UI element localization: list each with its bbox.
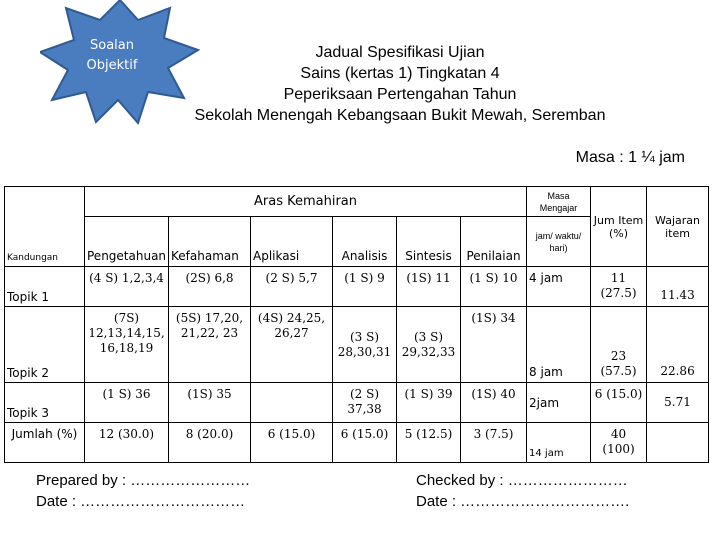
row-cell: (1 S) 9 xyxy=(333,267,397,307)
row-masa: 4 jam xyxy=(527,267,591,307)
row-cell: (1 S) 36 xyxy=(85,383,169,423)
row-cell: (1S) 35 xyxy=(169,383,251,423)
page-title xyxy=(150,42,650,126)
badge-line1: Soalan xyxy=(90,38,134,53)
row-cell: (5S) 17,20, 21,22, 23 xyxy=(169,307,251,383)
checked-by: Checked by : …………………… xyxy=(416,472,628,489)
prepared-by: Prepared by : …………………… xyxy=(36,472,251,489)
row-cell: (2 S) 37,38 xyxy=(333,383,397,423)
row-cell: (3 S) 28,30,31 xyxy=(333,307,397,383)
row-topic: Topik 3 xyxy=(5,383,85,423)
specification-table xyxy=(4,186,709,463)
row-jum: 23 (57.5) xyxy=(591,307,647,383)
row-cell: 12 (30.0) xyxy=(85,423,169,463)
title-line3: Peperiksaan Pertengahan Tahun xyxy=(283,86,517,103)
row-wajaran: 22.86 xyxy=(647,307,709,383)
row-cell: (2 S) 5,7 xyxy=(251,267,333,307)
table-row xyxy=(5,383,709,423)
table-row xyxy=(5,307,709,383)
row-wajaran xyxy=(647,423,709,463)
row-cell xyxy=(251,383,333,423)
badge-line2: Objektif xyxy=(86,58,138,73)
row-topic: Jumlah (%) xyxy=(5,423,85,463)
row-jum: 11 (27.5) xyxy=(591,267,647,307)
duration-label: Masa : 1 ¼ jam xyxy=(575,149,685,166)
row-cell: (1S) 34 xyxy=(461,307,527,383)
row-jum: 40 (100) xyxy=(591,423,647,463)
row-cell: 8 (20.0) xyxy=(169,423,251,463)
row-cell: 6 (15.0) xyxy=(251,423,333,463)
row-cell: (4S) 24,25, 26,27 xyxy=(251,307,333,383)
header-level-sintesis: Sintesis xyxy=(397,217,461,267)
row-cell: (1 S) 39 xyxy=(397,383,461,423)
title-line1: Jadual Spesifikasi Ujian xyxy=(315,44,485,61)
badge-text xyxy=(62,36,162,76)
row-cell: (1S) 11 xyxy=(397,267,461,307)
header-level-pengetahuan: Pengetahuan xyxy=(85,217,169,267)
header-aras: Aras Kemahiran xyxy=(85,187,527,217)
row-cell: (1S) 40 xyxy=(461,383,527,423)
header-wajaran: Wajaran item xyxy=(647,187,709,267)
date-right: Date : ……………………………. xyxy=(416,493,630,510)
row-cell: 6 (15.0) xyxy=(333,423,397,463)
header-level-penilaian: Penilaian xyxy=(461,217,527,267)
header-jam-waktu: jam/ waktu/ hari) xyxy=(527,217,591,267)
footer-left xyxy=(36,470,250,512)
table-row-total xyxy=(5,423,709,463)
row-masa: 2jam xyxy=(527,383,591,423)
footer-right xyxy=(416,470,629,512)
header-kandungan: Kandungan xyxy=(5,187,85,267)
row-jum: 6 (15.0) xyxy=(591,383,647,423)
row-topic: Topik 1 xyxy=(5,267,85,307)
title-line4: Sekolah Menengah Kebangsaan Bukit Mewah, Seremban xyxy=(194,107,606,124)
row-masa: 8 jam xyxy=(527,307,591,383)
row-cell: 5 (12.5) xyxy=(397,423,461,463)
header-level-analisis: Analisis xyxy=(333,217,397,267)
row-cell: (2S) 6,8 xyxy=(169,267,251,307)
row-topic: Topik 2 xyxy=(5,307,85,383)
header-jum-item: Jum Item (%) xyxy=(591,187,647,267)
row-masa: 14 jam xyxy=(527,423,591,463)
row-cell: (1 S) 10 xyxy=(461,267,527,307)
row-wajaran: 5.71 xyxy=(647,383,709,423)
header-level-aplikasi: Aplikasi xyxy=(251,217,333,267)
row-wajaran: 11.43 xyxy=(647,267,709,307)
header-level-kefahaman: Kefahaman xyxy=(169,217,251,267)
header-masa-mengajar: Masa Mengajar xyxy=(527,187,591,217)
row-cell: (3 S) 29,32,33 xyxy=(397,307,461,383)
row-cell: (7S) 12,13,14,15, 16,18,19 xyxy=(85,307,169,383)
row-cell: 3 (7.5) xyxy=(461,423,527,463)
table-row xyxy=(5,267,709,307)
title-line2: Sains (kertas 1) Tingkatan 4 xyxy=(300,65,500,82)
date-left: Date : …………………………… xyxy=(36,493,246,510)
row-cell: (4 S) 1,2,3,4 xyxy=(85,267,169,307)
